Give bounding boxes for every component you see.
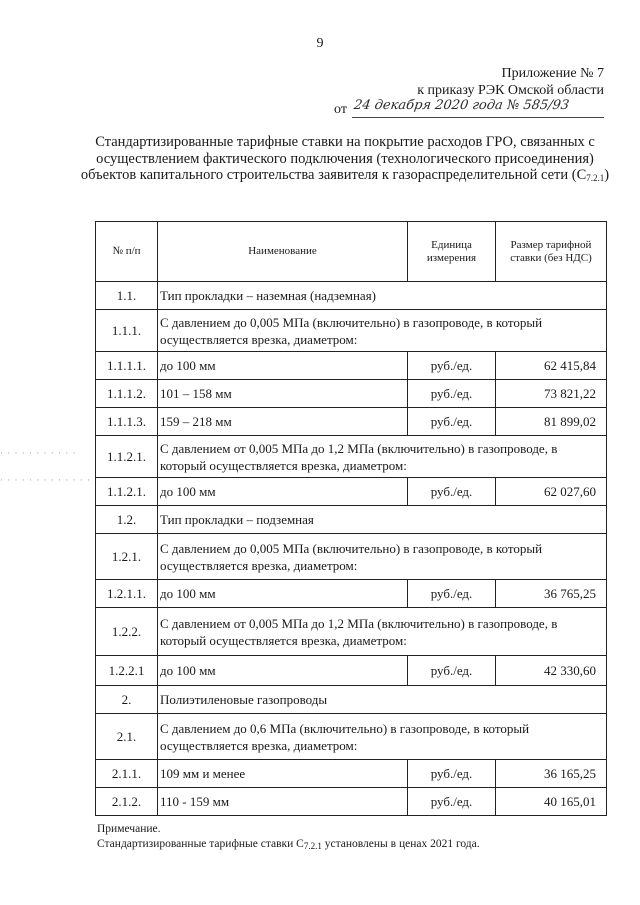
row-num: 2.1. <box>96 714 158 760</box>
row-unit: руб./ед. <box>408 352 496 380</box>
row-price: 62 415,84 <box>496 352 607 380</box>
row-price: 36 765,25 <box>496 580 607 608</box>
row-price: 36 165,25 <box>496 760 607 788</box>
table-row <box>96 534 607 580</box>
tariff-table <box>95 221 607 816</box>
table-row <box>96 580 607 608</box>
row-name: до 100 мм <box>158 656 408 686</box>
note-subscript: 7.2.1 <box>303 841 322 851</box>
row-unit: руб./ед. <box>408 408 496 436</box>
row-name: до 100 мм <box>158 478 408 506</box>
row-num: 1.1.2.1. <box>96 478 158 506</box>
row-num: 1.1.2.1. <box>96 436 158 478</box>
appendix-date-prefix: от <box>334 102 347 117</box>
table-row <box>96 310 607 352</box>
row-price: 62 027,60 <box>496 478 607 506</box>
row-num: 1.2. <box>96 506 158 534</box>
document-title <box>80 134 610 187</box>
row-price: 81 899,02 <box>496 408 607 436</box>
row-num: 2.1.2. <box>96 788 158 816</box>
row-num: 2.1.1. <box>96 760 158 788</box>
row-unit: руб./ед. <box>408 760 496 788</box>
appendix-order-ref: к приказу РЭК Омской области <box>417 83 604 98</box>
row-num: 1.2.2.1 <box>96 656 158 686</box>
row-name: 101 – 158 мм <box>158 380 408 408</box>
row-unit: руб./ед. <box>408 478 496 506</box>
appendix-number: Приложение № 7 <box>501 66 604 81</box>
note-text-before: Стандартизированные тарифные ставки С <box>97 838 304 850</box>
header-num: № п/п <box>96 222 158 282</box>
row-price: 42 330,60 <box>496 656 607 686</box>
row-name: Полиэтиленовые газопроводы <box>158 686 607 714</box>
row-name: до 100 мм <box>158 580 408 608</box>
table-header-row <box>96 222 607 282</box>
row-name: Тип прокладки – подземная <box>158 506 607 534</box>
note-text-after: установлены в ценах 2021 года. <box>321 838 480 850</box>
header-name: Наименование <box>158 222 408 282</box>
row-num: 1.2.1.1. <box>96 580 158 608</box>
table-row <box>96 760 607 788</box>
row-num: 1.2.2. <box>96 608 158 656</box>
row-unit: руб./ед. <box>408 380 496 408</box>
table-row <box>96 408 607 436</box>
row-num: 1.1. <box>96 282 158 310</box>
page-number: 9 <box>316 36 324 51</box>
row-name: 110 - 159 мм <box>158 788 408 816</box>
row-price: 40 165,01 <box>496 788 607 816</box>
table-row <box>96 788 607 816</box>
table-row <box>96 478 607 506</box>
table-row <box>96 686 607 714</box>
table-row <box>96 506 607 534</box>
table-row <box>96 380 607 408</box>
title-subscript: 7.2.1 <box>586 173 605 183</box>
row-unit: руб./ед. <box>408 656 496 686</box>
row-name: до 100 мм <box>158 352 408 380</box>
side-stamp-line-2: · · · · · · · · · · · · · <box>0 475 91 485</box>
side-stamp-line-1: · · · · · · · · · · · <box>0 448 77 458</box>
row-name: С давлением до 0,005 МПа (включительно) в газопроводе, в который осуществляется врезка, диаметром: <box>158 310 607 352</box>
date-underline <box>352 117 604 118</box>
table-row <box>96 656 607 686</box>
handwritten-date-text: 24 декабря 2020 года <box>352 98 504 113</box>
appendix-date-line <box>334 100 604 120</box>
handwritten-date <box>353 98 570 113</box>
number-sign: № <box>505 98 521 113</box>
row-unit: руб./ед. <box>408 788 496 816</box>
row-num: 1.2.1. <box>96 534 158 580</box>
note-label: Примечание. <box>97 823 161 835</box>
row-name: С давлением до 0,005 МПа (включительно) в газопроводе, в который осуществляется врезка, диаметром: <box>158 534 607 580</box>
row-name: 109 мм и менее <box>158 760 408 788</box>
title-text: Стандартизированные тарифные ставки на покрытие расходов ГРО, связанных с осуществлением фактического подключения (технологического присоединения) объектов капитального строительства заявителя к газораспределительной сети (С <box>80 134 595 183</box>
row-name: С давлением от 0,005 МПа до 1,2 МПа (включительно) в газопроводе, в который осуществляется врезка, диаметром: <box>158 436 607 478</box>
row-unit: руб./ед. <box>408 580 496 608</box>
table-row <box>96 352 607 380</box>
row-num: 2. <box>96 686 158 714</box>
table-row <box>96 608 607 656</box>
row-num: 1.1.1.2. <box>96 380 158 408</box>
table-row <box>96 282 607 310</box>
row-num: 1.1.1. <box>96 310 158 352</box>
row-name: Тип прокладки – наземная (надземная) <box>158 282 607 310</box>
table-row <box>96 714 607 760</box>
row-num: 1.1.1.3. <box>96 408 158 436</box>
row-price: 73 821,22 <box>496 380 607 408</box>
header-price: Размер тарифной ставки (без НДС) <box>496 222 607 282</box>
title-suffix: ) <box>604 167 610 183</box>
header-unit: Единица измерения <box>408 222 496 282</box>
row-name: С давлением от 0,005 МПа до 1,2 МПа (включительно) в газопроводе, в который осуществляется врезка, диаметром: <box>158 608 607 656</box>
handwritten-number: 585/93 <box>522 98 571 113</box>
row-num: 1.1.1.1. <box>96 352 158 380</box>
row-name: С давлением до 0,6 МПа (включительно) в газопроводе, в который осуществляется врезка, диаметром: <box>158 714 607 760</box>
note-text <box>97 838 480 853</box>
table-row <box>96 436 607 478</box>
row-name: 159 – 218 мм <box>158 408 408 436</box>
